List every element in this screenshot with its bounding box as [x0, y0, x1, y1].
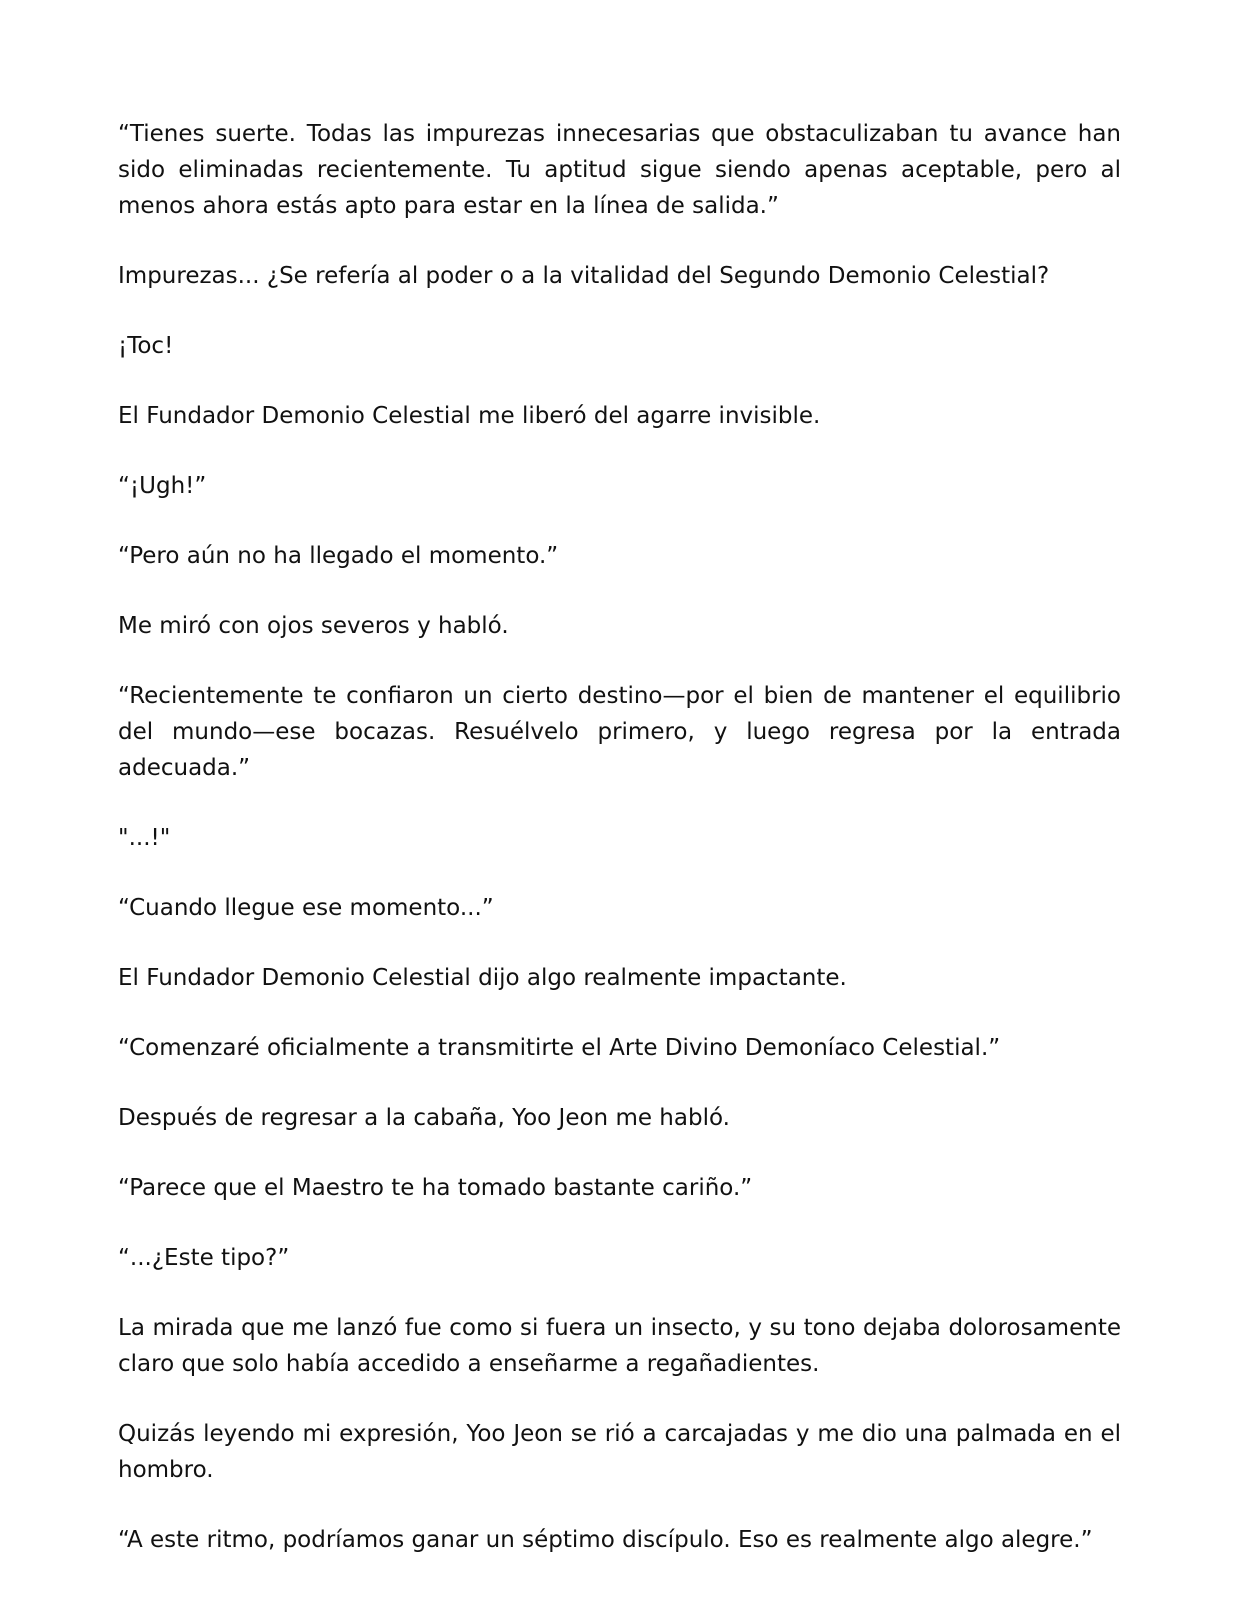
paragraph: “A este ritmo, podríamos ganar un séptimo discípulo. Eso es realmente algo alegre.”	[118, 1527, 1093, 1553]
paragraph: El Fundador Demonio Celestial dijo algo realmente impactante.	[118, 965, 847, 991]
paragraph: Quizás leyendo mi expresión, Yoo Jeon se rió a carcajadas y me dio una palmada en el hombro.	[118, 1421, 1121, 1483]
paragraph: "...!"	[118, 825, 171, 851]
paragraph: La mirada que me lanzó fue como si fuera un insecto, y su tono dejaba dolorosamente claro que solo había accedido a enseñarme a regañadientes.	[118, 1315, 1121, 1377]
paragraph: “¡Ugh!”	[118, 473, 207, 499]
paragraph: El Fundador Demonio Celestial me liberó del agarre invisible.	[118, 403, 821, 429]
paragraph: ¡Toc!	[118, 333, 174, 359]
paragraph: “Recientemente te confiaron un cierto destino—por el bien de mantener el equilibrio del mundo—ese bocazas. Resuélvelo primero, y luego regresa por la entrada adecuada.”	[118, 683, 1121, 781]
paragraph: “...¿Este tipo?”	[118, 1245, 290, 1271]
paragraph: Después de regresar a la cabaña, Yoo Jeon me habló.	[118, 1105, 730, 1131]
paragraph: “Comenzaré oficialmente a transmitirte el Arte Divino Demoníaco Celestial.”	[118, 1035, 1001, 1061]
paragraph: Impurezas... ¿Se refería al poder o a la vitalidad del Segundo Demonio Celestial?	[118, 263, 1050, 289]
paragraph: “Parece que el Maestro te ha tomado bastante cariño.”	[118, 1175, 753, 1201]
paragraph: Me miró con ojos severos y habló.	[118, 613, 509, 639]
document-page	[118, 116, 1121, 1592]
paragraph: “Cuando llegue ese momento...”	[118, 895, 494, 921]
paragraph: “Tienes suerte. Todas las impurezas innecesarias que obstaculizaban tu avance han sido eliminadas recientemente. Tu aptitud sigue siendo apenas aceptable, pero al menos ahora estás apto para estar en la línea de salida.”	[118, 121, 1121, 219]
paragraph: “Pero aún no ha llegado el momento.”	[118, 543, 559, 569]
